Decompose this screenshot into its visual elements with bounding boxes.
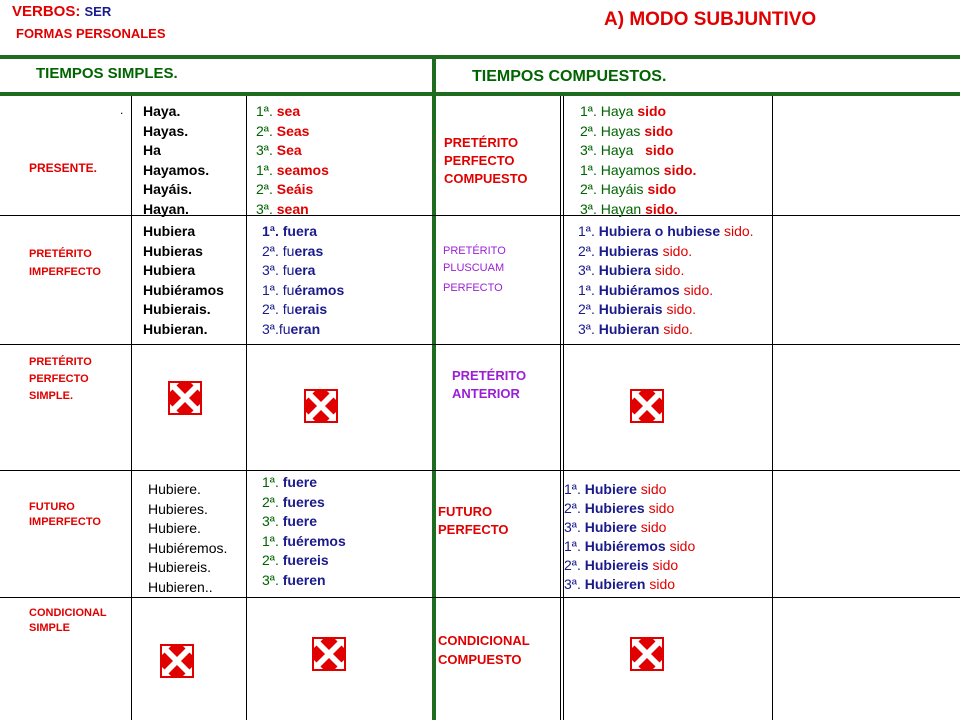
form-line: Hubiere. [148,481,201,497]
person-line [262,222,344,242]
person-line [256,141,329,161]
person-number: 3ª.fu [262,320,291,337]
form-line: Hubiereis. [148,559,212,575]
label-line: FUTURO [29,501,75,513]
compound-form: Hubieres [584,500,645,516]
label-line: IMPERFECTO [29,516,101,528]
person-line [262,242,344,262]
participle: sido [652,557,679,573]
label-line: CONDICIONAL [29,607,107,619]
label-line: PERFECTO [29,373,89,385]
person-number: 1ª. [564,481,581,497]
center-divider [432,55,436,720]
person-form: eran [290,320,321,337]
person-form: Seáis [276,181,314,197]
simples-heading: TIEMPOS SIMPLES. [36,65,178,82]
compound-form: Hubiereis [584,557,649,573]
label-line: PERFECTO [443,282,503,294]
compound-form: 2ª. Hayas [580,122,641,139]
compound-form: Hubiere [584,481,637,497]
participle: sido. [663,161,697,178]
compound-line [564,556,695,575]
compound-line [564,518,695,537]
compound-form: 2ª. Hayáis [580,181,644,197]
header-rule [0,92,960,96]
person-line [262,300,344,320]
compound-line [564,575,695,594]
compound-form: 3ª. Hayan [580,200,642,217]
person-number: 1ª. [262,474,279,490]
person-number: 1ª. [256,103,273,119]
person-number: 1ª. [578,281,595,298]
compound-line [580,141,696,161]
person-form: fuere [282,474,317,490]
person-number: 2ª. [564,500,581,516]
compound-line [578,242,754,262]
compound-form: Hubiere [584,519,637,535]
person-number: 1ª. [564,538,581,554]
person-form: Seas [276,122,310,139]
label-line: ANTERIOR [452,386,520,401]
person-form: era [294,262,316,278]
label-line: PRETÉRITO [29,356,92,368]
form-line: Ha [143,142,161,158]
row-label-presente [29,161,97,176]
form-line: Hubieren.. [148,578,213,595]
label-line: SIMPLE [29,622,70,634]
compound-form: 3ª. Haya [580,142,634,158]
person-number: 1ª. [262,223,279,239]
person-line [256,122,329,142]
compound-line [580,102,696,122]
row-divider [0,344,960,345]
compound-form: 1ª. Haya [580,103,634,119]
person-form: fueren [282,571,326,588]
person-form: Sea [276,142,302,158]
form-line: Hayáis. [143,181,193,197]
compound-line [578,300,754,320]
compuestos-heading: TIEMPOS COMPUESTOS. [472,68,667,85]
person-number: 1ª. fu [262,281,295,298]
close-x-icon [630,637,664,671]
person-line [262,281,344,301]
row-label-condicional [29,606,107,636]
col-divider [563,96,564,720]
person-line [262,512,346,532]
person-line [262,532,346,552]
forms-imperfecto [143,222,224,339]
modo-title: A) MODO SUBJUNTIVO [604,9,817,30]
label-line: PERFECTO [444,153,515,168]
form-line: Hubiera [143,223,196,239]
compound-line [578,222,754,242]
person-number: 2ª. [256,122,273,139]
form-line: Hubiere. [148,520,201,536]
compound-label-condicional [438,631,530,669]
person-line [262,261,344,281]
person-line [256,200,329,220]
person-number: 2ª. [262,493,279,510]
person-number: 1ª. [578,223,595,239]
person-number: 3ª. [256,200,273,217]
person-line [256,161,329,181]
person-number: 3ª. [578,320,595,337]
compound-line [580,180,696,200]
compound-form: 1ª. Hayamos [580,161,660,178]
form-line: Hubieras [143,242,203,259]
verbos-label: VERBOS: [12,3,81,20]
participle: sido. [645,200,678,217]
label-line: COMPUESTO [438,652,522,667]
person-number: 2ª. [262,552,279,568]
close-x-icon [168,381,202,415]
person-form: fuéremos [282,532,346,549]
participle: sido [637,103,667,119]
person-line [262,320,344,340]
form-line: Hubiera [143,262,196,278]
row-label-perfecto-simple [29,354,92,405]
participle: sido [645,142,674,158]
compound-line [578,261,754,281]
close-x-icon [304,389,338,423]
label-line: PRETÉRITO [29,248,92,260]
label-line: PRETÉRITO [443,245,506,257]
person-number: 3ª. [262,571,279,588]
compound-pluscuam [578,222,754,339]
compound-label-futuro-perfecto [438,503,509,539]
person-form: eras [294,242,324,259]
col-divider [246,96,247,720]
forms-presente [143,102,209,219]
compound-line [580,161,696,181]
label-line: COMPUESTO [444,171,528,186]
forms-futuro [148,480,227,597]
person-number: 2ª. [578,242,595,259]
participle: sido. [663,320,693,337]
form-line: Hubieres. [148,500,208,517]
participle: sido. [683,281,714,298]
person-number: 3ª. [256,142,273,158]
compound-form: Hubieren [584,576,646,592]
form-line: Hubiéramos [143,281,224,298]
form-line: Hubieran. [143,320,208,337]
compound-line [580,122,696,142]
formas-personales: FORMAS PERSONALES [16,26,166,41]
label-line: IMPERFECTO [29,266,101,278]
participle: sido [640,481,667,497]
label-line: PRESENTE. [29,161,98,175]
person-number: 3ª. fu [262,262,295,278]
compound-form: Hubiéramos [598,281,680,298]
label-line: SIMPLE. [29,390,74,402]
person-number: 3ª. [578,262,595,278]
compound-line [578,281,754,301]
participle: sido. [654,262,685,278]
compound-label-anterior [452,367,526,403]
compound-form: Hubierais [598,301,663,317]
compound-perfecto [580,102,696,219]
close-x-icon [630,389,664,423]
person-number: 2ª. fu [262,301,295,317]
form-line: Hayas. [143,122,189,139]
compound-form: Hubiera [598,262,651,278]
dot-mark: . [120,103,124,117]
persons-presente [256,102,329,219]
col-divider [131,96,132,720]
top-rule [0,55,960,59]
col-divider [560,96,561,720]
row-divider [0,470,960,471]
verb-name: SER [84,4,112,19]
compound-form: Hubiera o hubiese [598,223,721,239]
person-line [262,473,346,493]
label-line: FUTURO [438,504,493,519]
participle: sido. [724,223,754,239]
row-label-futuro [29,500,101,530]
person-number: 3ª. [262,513,279,529]
person-number: 1ª. [262,532,279,549]
person-number: 2ª. [256,181,273,197]
row-divider [0,597,960,598]
compound-line [564,499,695,518]
person-line [262,493,346,513]
compound-line [564,480,695,499]
person-form: erais [294,301,328,317]
persons-imperfecto [262,222,344,339]
participle: sido [647,181,677,197]
participle: sido. [662,242,693,259]
compound-label-perfecto [444,134,528,188]
label-line: PLUSCUAM [443,262,505,274]
compound-form: Hubieras [598,242,659,259]
form-line: Hayan. [143,200,189,217]
compound-form: Hubiéremos [584,538,666,554]
person-number: 2ª. [564,557,581,573]
form-line: Haya. [143,103,181,119]
form-line: Hubiéremos. [148,539,228,556]
person-number: 2ª. fu [262,242,295,259]
person-form: seamos [276,161,329,178]
person-number: 3ª. [564,576,581,592]
compound-line [580,200,696,220]
row-label-imperfecto [29,245,101,281]
participle: sido [648,500,675,516]
label-line: CONDICIONAL [438,633,530,648]
participle: sido [649,576,676,592]
col-divider [772,96,773,720]
participle: sido. [666,301,697,317]
compound-futuro-perfecto [564,480,695,594]
participle: sido [669,538,696,554]
person-form: éramos [294,281,345,298]
person-form: fuere [282,513,317,529]
person-line [262,551,346,571]
person-form: fueres [282,493,325,510]
compound-label-pluscuam [443,243,506,297]
label-line: PRETÉRITO [452,368,527,383]
person-form: sea [276,103,301,119]
close-x-icon [312,637,346,671]
compound-line [564,537,695,556]
participle: sido [640,519,667,535]
person-number: 3ª. [564,519,581,535]
person-line [256,102,329,122]
person-line [256,180,329,200]
header-verbos [12,3,111,20]
form-line: Hayamos. [143,161,210,178]
compound-line [578,320,754,340]
person-number: 2ª. [578,301,595,317]
person-form: fuera [282,223,317,239]
person-line [262,571,346,591]
close-x-icon [160,644,194,678]
participle: sido [644,122,674,139]
person-form: fuereis [282,552,329,568]
compound-form: Hubieran [598,320,660,337]
form-line: Hubierais. [143,301,211,317]
label-line: PRETÉRITO [444,135,519,150]
person-number: 1ª. [256,161,273,178]
persons-futuro [262,473,346,590]
label-line: PERFECTO [438,522,509,537]
person-form: sean [276,200,309,217]
